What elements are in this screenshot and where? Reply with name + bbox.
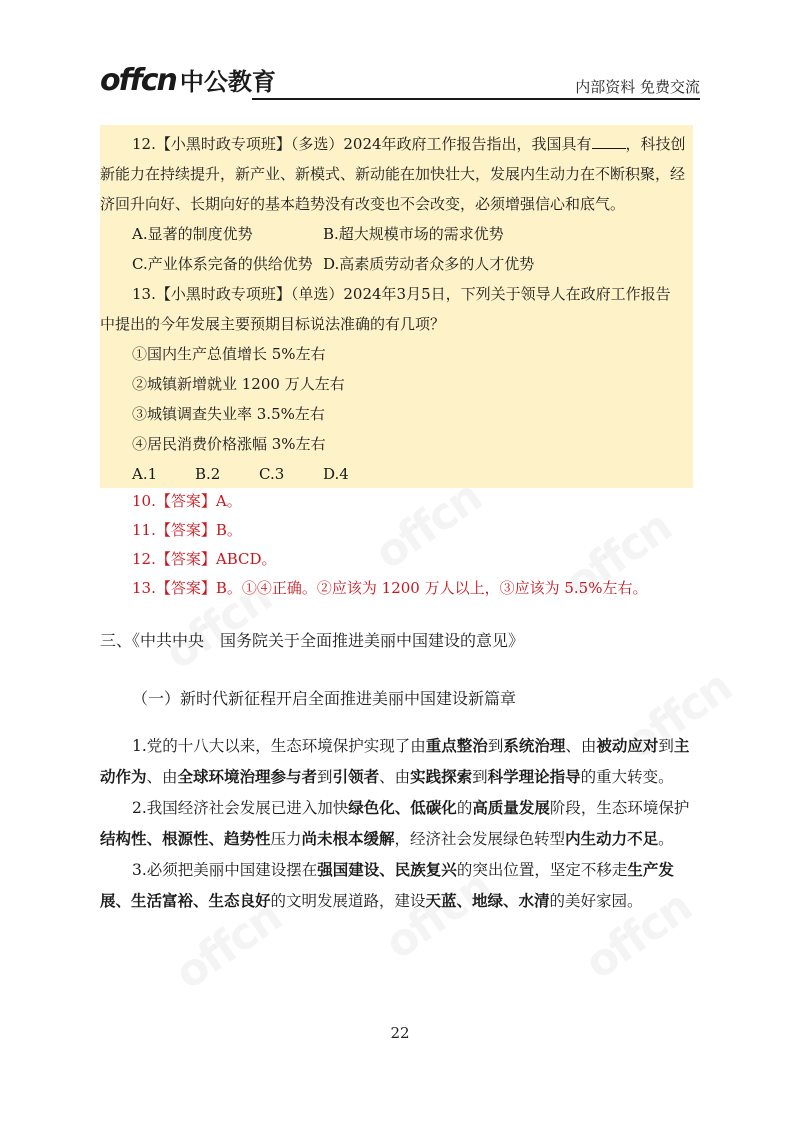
paragraph-2 bbox=[100, 793, 700, 855]
q13-option-d: D.4 bbox=[323, 465, 349, 483]
p3-bold: 天蓝、地绿、水清 bbox=[425, 892, 550, 910]
header-note: 内部资料 免费交流 bbox=[575, 78, 700, 96]
p1-text: 到 bbox=[658, 737, 674, 755]
q13-line2: 中提出的今年发展主要预期目标说法准确的有几项？ bbox=[100, 315, 446, 333]
p1-bold: 实践探索 bbox=[410, 768, 473, 786]
p2-text: 阶段，生态环境保护 bbox=[549, 799, 690, 817]
p3-bold: 强国建设、民族复兴 bbox=[317, 861, 457, 879]
q13-option-c: C.3 bbox=[259, 465, 285, 483]
p3-text: 的美好家园。 bbox=[549, 892, 643, 910]
answer-11: 11.【答案】B。 bbox=[132, 521, 242, 539]
offcn-logo bbox=[100, 62, 276, 98]
p2-bold: 内生动力不足 bbox=[565, 830, 659, 848]
logo-chinese-text: 中公教育 bbox=[179, 68, 276, 96]
p1-bold: 被动应对 bbox=[596, 737, 659, 755]
answer-12: 12.【答案】ABCD。 bbox=[132, 550, 277, 568]
p2-bold: 尚未根本缓解 bbox=[301, 830, 395, 848]
header-rule bbox=[252, 98, 700, 100]
q13-item1: ①国内生产总值增长 5%左右 bbox=[132, 345, 326, 363]
p1-text: 、由 bbox=[146, 768, 178, 786]
p1-text: 到 bbox=[317, 768, 333, 786]
logo-latin-text: offcn bbox=[100, 63, 176, 98]
p1-text: 到 bbox=[472, 768, 488, 786]
p3-text: 的文明发展道路，建设 bbox=[270, 892, 426, 910]
q12-text-b: ，科技创 bbox=[625, 135, 686, 153]
q12-option-b: B.超大规模市场的需求优势 bbox=[323, 225, 504, 243]
p2-bold: 结构性、根源性、趋势性 bbox=[100, 830, 271, 848]
p1-text: 1.党的十八大以来，生态环境保护实现了由 bbox=[132, 737, 426, 755]
p2-text: 的 bbox=[456, 799, 473, 817]
q12-blank bbox=[592, 134, 626, 149]
q12-text-a: 12.【小黑时政专项班】（多选）2024年政府工作报告指出，我国具有 bbox=[132, 135, 592, 153]
q12-line1 bbox=[132, 133, 686, 155]
p1-text: 、由 bbox=[379, 768, 411, 786]
p1-bold: 系统治理 bbox=[503, 737, 566, 755]
p2-text: 。 bbox=[658, 830, 674, 848]
p1-bold: 全球环境治理参与者 bbox=[177, 768, 318, 786]
p3-bold: 生产发展、生活富裕、生态良好 bbox=[100, 861, 674, 910]
q12-line2: 新能力在持续提升，新产业、新模式、新动能在加快壮大，发展内生动力在不断积聚，经 bbox=[100, 165, 686, 183]
p1-bold: 重点整治 bbox=[425, 737, 488, 755]
p2-bold: 绿色化、低碳化 bbox=[348, 799, 457, 817]
q12-option-a: A.显著的制度优势 bbox=[132, 225, 253, 243]
p1-text: 的重大转变。 bbox=[580, 768, 674, 786]
q12-option-c: C.产业体系完备的供给优势 bbox=[132, 255, 313, 273]
p1-bold: 主动作为 bbox=[100, 737, 690, 786]
q12-line3: 济回升向好、长期向好的基本趋势没有改变也不会改变，必须增强信心和底气。 bbox=[100, 195, 626, 213]
p2-text: 压力 bbox=[270, 830, 302, 848]
q13-item2: ②城镇新增就业 1200 万人左右 bbox=[132, 375, 345, 393]
q13-item4: ④居民消费价格涨幅 3%左右 bbox=[132, 435, 326, 453]
paragraph-1 bbox=[100, 731, 700, 793]
paragraph-3 bbox=[100, 855, 700, 917]
p2-text: 2.我国经济社会发展已进入加快 bbox=[132, 799, 349, 817]
page-header bbox=[100, 60, 700, 102]
p1-bold: 科学理论指导 bbox=[487, 768, 581, 786]
p1-text: 到 bbox=[487, 737, 504, 755]
p1-text: 、由 bbox=[565, 737, 597, 755]
p3-text: 的突出位置，坚定不移走 bbox=[456, 861, 628, 879]
q13-option-b: B.2 bbox=[195, 465, 221, 483]
q13-option-a: A.1 bbox=[132, 465, 158, 483]
section-title: 三、《中共中央 国务院关于全面推进美丽中国建设的意见》 bbox=[100, 631, 525, 650]
q13-item3: ③城镇调查失业率 3.5%左右 bbox=[132, 405, 325, 423]
answer-13: 13.【答案】B。①④正确。②应该为 1200 万人以上，③应该为 5.5%左右。 bbox=[132, 579, 648, 597]
q12-option-d: D.高素质劳动者众多的人才优势 bbox=[323, 255, 535, 273]
p3-text: 3.必须把美丽中国建设摆在 bbox=[132, 861, 318, 879]
q13-line1: 13.【小黑时政专项班】（单选）2024年3月5日，下列关于领导人在政府工作报告 bbox=[132, 285, 671, 303]
p1-bold: 引领者 bbox=[332, 768, 380, 786]
answer-10: 10.【答案】A。 bbox=[132, 492, 242, 510]
p2-bold: 高质量发展 bbox=[472, 799, 550, 817]
subsection-title: （一）新时代新征程开启全面推进美丽中国建设新篇章 bbox=[132, 689, 517, 708]
page-number: 22 bbox=[390, 1024, 410, 1042]
p2-text: ，经济社会发展绿色转型 bbox=[394, 830, 566, 848]
